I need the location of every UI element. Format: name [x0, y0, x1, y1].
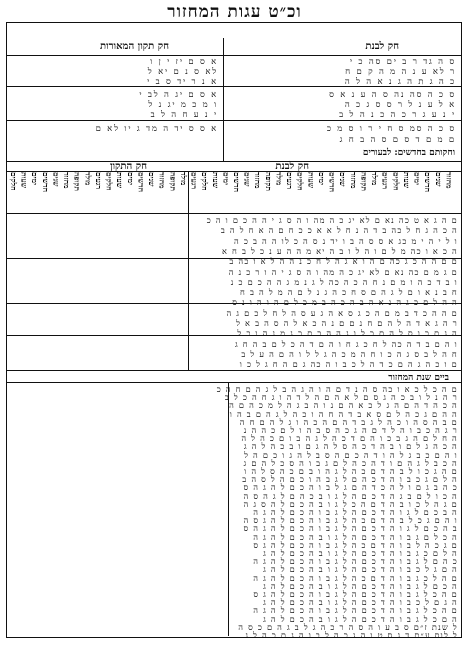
middle-row: ח ב נ א ו ם ל ג ה ם ס ח כ ה ג נ ל ם ה מ ל ה ב ח [240, 287, 458, 298]
bottom-row: ה ח ל ם ה ג ב כ ו ה ם ד כ ה ל ג ה ב ו ם כ ה ל ה [241, 433, 458, 444]
bottom-row: ם ה ג כ ו ל ב ה ד ם כ ה ל ג ה ו ב ם כ ה ס ל ה ו [244, 466, 458, 476]
bottom-row: ה ב כ ם ל ג ו ה ד כ ם ה ל ג ב ו ה כ ם ל ה ג ה [253, 507, 458, 517]
bottom-row: ה ה ם ג כ ה ל ם ס א ב ד ה ח ה ו כ ה ל ג ה ם ב ה ו [229, 408, 458, 419]
column-header: ימים [412, 172, 422, 186]
column-header: תקופה [168, 172, 178, 191]
column-header: מחזור [444, 172, 454, 189]
column-header: שנים [51, 172, 61, 187]
bottom-row: ה כ ו ל ם ב ג ה ד כ ם ה ל ג ו ב כ ה ם ל ג ה ס ה [243, 490, 458, 501]
top-right-header: חק לבנת [365, 41, 399, 52]
bottom-row: ה ם ג ל כ ב ו ה ד כ ם ה ל ג ו ב ה כ ם ל ה ג [263, 564, 458, 575]
top-left-row: א ס ם יז י ן ו [150, 57, 218, 67]
column-header: חדשים [423, 172, 433, 193]
column-header: רגעים [93, 172, 103, 190]
bottom-row: ם ג ה ל כ ו ב ה ד ם ה כ ל ג ו ב ה כ ם ל ה ס ג ה [243, 498, 458, 509]
column-header: חדשים [136, 172, 146, 193]
top-left-row: א ס ס יד ה מד ג יו לא ם [95, 124, 218, 134]
top-left-row: לא ס נ ם יא ל [147, 67, 218, 77]
column-header: ימים [30, 172, 40, 186]
middle-row: ם ג מ ם כה נא ם לא יג כ ה מה ו ה ס ג י ה ו ר כ נ ה [228, 266, 458, 277]
middle-row: ם ו כ ה ג ה ם כ ד ה ל כ ב ו ה כה ג ם ה ח ג ל כ ו [239, 359, 458, 370]
bottom-row: ו ה ם כ ב ג ל ה ו ד ה כ ם ה ס ב ל ה ג ו כ ם ה ל [244, 449, 458, 460]
middle-row: ה ה ל ם כ ג ה נ א ה ב ה כ ה ב מ כ ל ם ה ו ה ו נ ס [232, 297, 458, 308]
bottom-row: ה כ ל ם ג ב ו ה ד כ ם ה ל ג ו ב ה כ ם ל ה ג ה [253, 531, 458, 542]
top-header-rule [6, 55, 462, 56]
middle-left-header: חק התקון [109, 161, 147, 172]
column-header: חלקים [295, 172, 305, 191]
top-right-row: א ל ע נ ל ר ס ס ג כ ה [344, 100, 456, 110]
column-header: ימים [316, 172, 326, 186]
column-header: שנים [338, 172, 348, 187]
bottom-row: ה ג ם ל כ ב ו ה ד כ ם ה ל ג ו ב ה כ ם ל ה ג [263, 597, 458, 608]
page-title: וכ״ט עגות המחזור [167, 2, 302, 22]
column-header: שנים [147, 172, 157, 187]
bottom-row: ה כ ה ד ה ם ה ג ל כ א ה ם נ ו ה ב ג ה ל מ כ ה ם ה [229, 400, 458, 411]
bottom-row: ם ה ל כ ג ב ו ה ד ם כ ה ל ג ב ו ה כ ם ל ה ג ה [253, 572, 458, 583]
middle-row: ם ה ה כ ד ב מ ם ה כ ג ס א ה ג ע ס ה ל ח ל כ ם ג ה [226, 307, 458, 318]
column-header: תקופה [359, 172, 369, 191]
column-header: שעות [19, 172, 29, 189]
column-header: רגעים [189, 172, 199, 190]
bottom-row: ם ה כ ל ג ב ו ה ד כ ם ה ל ג ב ו ה כ ם ל ה ג ס [253, 589, 458, 599]
top-left-row: ו מ כ מ יג נ ל [148, 100, 218, 110]
bottom-row: ה ל ם ג כ ב ו ה ד כ ה ם ל ג ב ה ו כ ם ה ל ס ה ב [242, 474, 458, 485]
bottom-row: ם ג כ ה ל ב ו ה ד ם כ ה ל ג ב ו ה כ ם ל ה ג ס [253, 539, 458, 550]
top-right-row: ס ה גד ר ב ים סה כ י [349, 57, 456, 67]
column-header: שעות [115, 172, 125, 189]
column-header: מחזור [62, 172, 72, 189]
column-header: שעות [210, 172, 220, 189]
column-header: מולד [370, 172, 380, 186]
middle-row: ר ה ג א ד ה ל ה ם ח נ ם ם נ ה כ א ל ה ס ה ב א ל [236, 318, 458, 328]
bottom-row: ם ב ה ס ה ו כ ה ל ג ב ד ה ם ה כ ה ו ג ל ה ם ח ה [239, 416, 458, 427]
top-right-row: ר לא ע נ ה מ ה ק ם ח [345, 67, 456, 77]
top-right-row: ם מ ם ד ס ם ס ה ב ח ג [339, 135, 456, 145]
middle-rule-4 [6, 370, 462, 371]
top-left-row: א ס ם יג ה לב י [139, 90, 218, 100]
bottom-row: ה כ ב ל ג ה ם ו ד ה כ ה ל ם ג ב ו ה ס כ ל ה ם ג [243, 457, 458, 468]
bottom-row: ה ם כ ל ג ב ו ה ד כ ם ה ל ג ו ב ה כ ם ל ה ג [263, 613, 458, 624]
column-header: תקופה [72, 172, 82, 191]
middle-right-header: חק לבנת [275, 161, 309, 172]
top-right-row: י נ ע ג ר כ ה כ נ ה ל ב [339, 110, 456, 120]
middle-row: ו ה ם ב ד ה כה ל ח כ ג ח ו ה ם ד ה כ ל ם ב ה ח ג [234, 338, 458, 349]
column-header: ימים [221, 172, 231, 186]
middle-row: ה כ ה ג ח ל כה ב ד ה נ ח ל א א כ כ ח ם ה א ח ל ה ב [220, 225, 458, 236]
top-right-row: ס כ ה סה נה ס ה ע נ א ס [329, 90, 456, 100]
column-header: מולד [83, 172, 93, 186]
bottom-row: ו ה ם ג כ ל ב ה ד ם כ ה ל ג ב ו ה כ ם ל ה ג ס ה [243, 515, 458, 526]
column-header: חלקים [391, 172, 401, 191]
bottom-row: ם ה כ ל ג ב ו ה ד כ ם ה ל ג ב ו ה כ ם ל ה ג ה [253, 605, 458, 616]
column-header: מחזור [157, 172, 167, 189]
column-header: שעות [401, 172, 411, 189]
column-header: תקופה [263, 172, 273, 191]
column-header: חלקים [104, 172, 114, 191]
bottom-header: ביים שנת המחזור [388, 373, 449, 383]
top-note: וחקותם בחדשים: לבעורים [362, 148, 455, 158]
column-header: חדשים [232, 172, 241, 193]
top-divider [223, 38, 224, 161]
column-header: ימים [125, 172, 135, 186]
middle-row: ח ה ל ב ס ג ה כ ו ח ה מ כ ה ג ל ל ו ה ם ה ע ל ב [241, 348, 458, 359]
bottom-row: ה כ ה ג ל ם ו ב ה ד כ ה ס ל ה ג ם ו ב כ ה ל ה ג [243, 441, 458, 452]
column-header: חדשים [327, 172, 337, 193]
bottom-header-rule [6, 382, 462, 383]
column-header: מחזור [348, 172, 358, 189]
column-header: מולד [274, 172, 284, 186]
bottom-row: ה ל ם כ ג ב ו ה ד כ ם ה ל ג ו ב ה כ ם ל ה ג [263, 548, 458, 558]
top-left-row: א נ ר יד ס ב י [147, 77, 218, 87]
column-header: רגעים [285, 172, 295, 190]
column-header: חלקים [9, 172, 18, 191]
column-header: שנים [433, 172, 443, 187]
bottom-row: כ ה ם ל ג ב ו ה ד כ ם ה ל ג ב ו ה כ ם ל ה ג ה [253, 556, 458, 567]
top-rule-3 [6, 161, 462, 162]
top-left-row: י נ ע ח ה ל ב [150, 110, 218, 120]
middle-row: ה ג ם כ ו ס ל ה ם כ ל ו ג ה ה ב ם כ ג מ נ ה ו כ ל [237, 328, 458, 339]
bottom-row: כ ה ב ג ם ו ל ה כ ד ה ם ג ל ב ו ה כ ם ל ה ג ה ס [243, 482, 458, 493]
middle-row: ה כ א ו כה מ ל ם ו ה ל ו ב ה יא מ ה ה ע נ כ ל ב ח א [222, 245, 458, 256]
bottom-row: ל שנת ז״ם ס ב ע ו ה ס ה ר כ ה ג ל ב ג ה ם כ ס ה [238, 621, 458, 632]
top-rule-2 [6, 120, 462, 121]
top-left-header: חק תקון המאורות [99, 41, 169, 52]
middle-row: ו ל י ה י מ כג א ס ס ה ב ו יד נ ס ה כ לו ה ה ב כ ה [234, 235, 458, 246]
column-header: שעות [306, 172, 316, 189]
column-header: מחזור [253, 172, 263, 189]
bottom-row: ם ה כ ל כ א ו כה ס ה נ ד ם ה ו ה ג ה ב ל ג ה ם ח ה כ [216, 384, 458, 394]
column-header: רגעים [380, 172, 390, 190]
middle-row: ו ב ד כ ה ו מ ם נ ח ה כ ה כה ל ג נ מ ג ה ה כ ם כ נ [230, 276, 458, 287]
bottom-row: ב ה כ ם ל ג ו ה ד כ ם ה ל ג ב ו ה כ ם ל ה ג ה ס [243, 523, 458, 534]
bottom-row: ר ה נ ל ו ב כ ה ג ס ם ל א ה ם ה ל ד ה ו ג ח ה כ ל ב [224, 392, 458, 403]
column-header: חלקים [200, 172, 210, 191]
column-header: מולד [178, 172, 188, 186]
middle-row: ם ה ג א ט כה נא ם לא יג כ ה מה ו ה ס ג י ה ה כ ם ו ה כ [206, 215, 458, 225]
top-right-row: ס כ ה סמ ס ח י ר ו ס מ כ [326, 124, 456, 134]
top-right-row: כ ה ג ת ה ג נ א ה ל ה [344, 77, 456, 87]
bottom-row: ה כ ם ל ג ב ו ה ד כ ם ה ל ג ו ב ה כ ם ל ה ג [263, 580, 458, 591]
column-header: שנים [242, 172, 252, 187]
bottom-row: ל לוס ע״ם ד ג ס ט ו ה ג כ ה ל ב ו ה ג ם כ ה ל ג [245, 630, 458, 640]
middle-row: ם ם ה ה כ ג כה ם ה ו א ג ה ל ח כ נ ה ה ל א ו כה ב [229, 256, 458, 267]
middle-col-rule [6, 213, 462, 214]
bottom-row: ר ג ה כ ב ו ה ל ד ם ה ג כ ה ס ב ה ו ל ם כ ה ה נ [243, 425, 458, 435]
column-header: חדשים [40, 172, 50, 193]
